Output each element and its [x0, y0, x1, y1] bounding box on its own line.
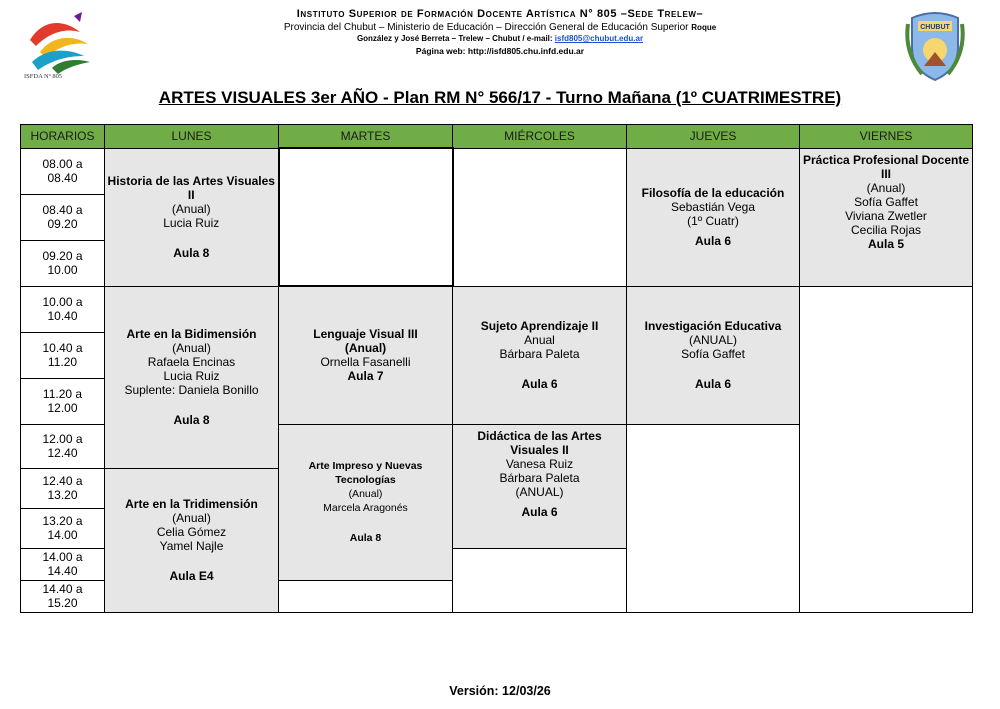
time-slot: 10.00 a 10.40 [21, 286, 105, 332]
class-name: Arte en la Tridimensión [125, 497, 258, 511]
class-cell [279, 424, 453, 580]
empty-cell [279, 580, 453, 612]
class-info: (Anual) [172, 341, 211, 355]
classroom-label: Aula 6 [521, 377, 558, 391]
empty-cell [800, 286, 973, 612]
teacher-name: Cecilia Rojas [850, 222, 922, 237]
classroom-label: Aula E4 [169, 569, 214, 583]
page-title: ARTES VISUALES 3er AÑO - Plan RM N° 566/17 - Turno Mañana (1º CUATRIMESTRE) [158, 88, 842, 107]
teacher-name: Ornella Fasanelli [320, 355, 411, 370]
class-info: Anual [524, 333, 555, 347]
class-cell [453, 424, 627, 548]
col-header-martes: MARTES [279, 125, 453, 149]
class-name: Arte en la Bidimensión [126, 327, 257, 341]
class-name: Filosofía de la educación [641, 186, 785, 200]
col-header-miercoles: MIÉRCOLES [453, 125, 627, 149]
teacher-name: Rafaela Encinas [147, 355, 236, 369]
table-row [21, 286, 973, 332]
table-header-row [21, 125, 973, 149]
time-slot: 14.40 a 15.20 [21, 580, 105, 612]
col-header-horarios: HORARIOS [21, 125, 105, 149]
class-info: (Anual) [344, 341, 387, 356]
shield-label: CHUBUT [920, 24, 950, 31]
class-cell [627, 148, 800, 286]
teacher-name: Bárbara Paleta [499, 470, 580, 485]
class-name: Arte Impreso y Nuevas Tecnologías [308, 460, 423, 486]
teacher-name: Lucia Ruiz [163, 216, 220, 230]
class-info: (Anual) [172, 511, 211, 525]
teacher-name: Yamel Najle [159, 539, 224, 553]
class-cell [105, 148, 279, 286]
version-footer: Versión: 12/03/26 [449, 684, 551, 698]
web-label: Página web: [415, 46, 466, 56]
teacher-name: Sebastián Vega [670, 200, 756, 214]
teacher-name: Lucia Ruiz [163, 369, 220, 383]
time-slot: 14.00 a 14.40 [21, 548, 105, 580]
province-line [150, 22, 850, 33]
address-text: González y José Berreta – Trelew – Chubut / e-mail: [356, 34, 553, 43]
class-name: Didáctica de las Artes Visuales II [477, 428, 602, 457]
empty-cell [453, 148, 627, 286]
schedule-table [20, 124, 973, 613]
class-name: Sujeto Aprendizaje II [480, 319, 599, 333]
classroom-label: Aula 8 [349, 532, 382, 544]
class-name: Lenguaje Visual III [313, 327, 418, 342]
time-slot: 10.40 a 11.20 [21, 332, 105, 378]
empty-cell [627, 424, 800, 612]
teacher-name: Marcela Aragonés [323, 502, 408, 514]
time-slot: 08.40 a 09.20 [21, 194, 105, 240]
empty-cell [453, 548, 627, 612]
contact-line [150, 34, 850, 43]
time-slot: 13.20 a 14.00 [21, 508, 105, 548]
email-link[interactable]: isfd805@chubut.edu.ar [554, 34, 644, 43]
class-info: (ANUAL) [688, 333, 737, 347]
table-row [21, 148, 973, 194]
teacher-name: Vanesa Ruiz [505, 456, 574, 471]
institution-name: Instituto Superior de Formación Docente Artística N° 805 –Sede Trelew– [296, 8, 704, 20]
chubut-shield-icon [904, 8, 966, 82]
teacher-name: Suplente: Daniela Bonillo [124, 383, 259, 397]
teacher-name: Viviana Zwetler [845, 208, 927, 223]
classroom-label: Aula 6 [694, 234, 731, 248]
teacher-name: Bárbara Paleta [499, 347, 580, 361]
class-info: (1º Cuatr) [687, 214, 739, 228]
class-name: Historia de las Artes Visuales II [107, 174, 275, 202]
teacher-name: Sofía Gaffet [681, 347, 745, 361]
class-cell [627, 286, 800, 424]
classroom-label: Aula 8 [173, 413, 210, 427]
class-cell [800, 148, 973, 286]
class-cell [105, 468, 279, 612]
classroom-label: Aula 6 [521, 504, 558, 519]
header-text [150, 8, 850, 56]
class-name: Investigación Educativa [644, 319, 782, 333]
time-slot: 12.40 a 13.20 [21, 468, 105, 508]
time-slot: 12.00 a 12.40 [21, 424, 105, 468]
web-url[interactable]: http://isfd805.chu.infd.edu.ar [467, 46, 585, 56]
classroom-label: Aula 5 [867, 236, 904, 251]
classroom-label: Aula 8 [173, 246, 210, 260]
empty-cell [279, 148, 453, 286]
time-slot: 08.00 a 08.40 [21, 148, 105, 194]
teacher-name: Celia Gómez [156, 525, 227, 539]
province-tail: Roque [691, 23, 717, 32]
class-cell [453, 286, 627, 424]
class-cell [279, 286, 453, 424]
web-line [150, 46, 850, 56]
col-header-lunes: LUNES [105, 125, 279, 149]
class-info: (ANUAL) [515, 484, 564, 499]
col-header-viernes: VIERNES [800, 125, 973, 149]
time-slot: 09.20 a 10.00 [21, 240, 105, 286]
institute-logo [22, 10, 104, 80]
teacher-name: Sofía Gaffet [854, 194, 918, 209]
class-info: (Anual) [348, 488, 383, 500]
province-text: Provincia del Chubut – Ministerio de Educación – Dirección General de Educación Superior [283, 22, 689, 33]
class-info: (Anual) [866, 180, 906, 195]
time-slot: 11.20 a 12.00 [21, 378, 105, 424]
logo-caption: ISFDA Nº 805 [24, 73, 63, 80]
class-cell [105, 286, 279, 468]
classroom-label: Aula 7 [347, 369, 384, 384]
col-header-jueves: JUEVES [627, 125, 800, 149]
class-name: Práctica Profesional Docente III [802, 152, 970, 181]
classroom-label: Aula 6 [694, 377, 731, 391]
class-info: (Anual) [171, 202, 211, 216]
